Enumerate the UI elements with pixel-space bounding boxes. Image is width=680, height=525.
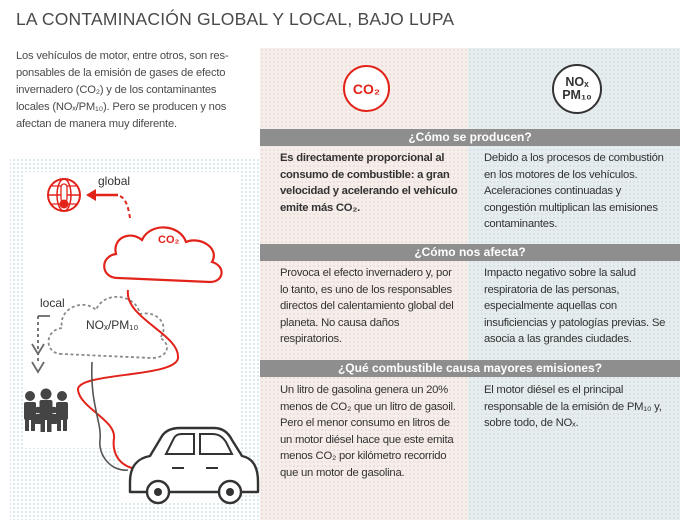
intro-line: Los vehículos de motor, entre otros, son res-: [16, 50, 229, 62]
nox-pm10-badge-icon: [552, 64, 602, 114]
intro-line: invernadero (CO₂) y de los contaminantes: [16, 84, 217, 96]
nox-cloud-label: NOₓ/PM₁₀: [86, 318, 139, 332]
question-bar-fuel: ¿Qué combustible causa mayores emisiones?: [260, 360, 680, 377]
illustration-graphic: [0, 158, 262, 520]
co2-effects-text: Provoca el efecto invernadero y, por lo tanto, es uno de los responsables directos del calentamiento global del planeta. No causa daños respiratorios.: [280, 267, 454, 346]
pollution-illustration: [0, 158, 262, 520]
co2-badge-icon: CO₂: [343, 65, 390, 112]
co2-cloud-label: CO₂: [158, 234, 180, 246]
local-label: local: [40, 296, 65, 310]
intro-text: [16, 48, 254, 133]
nox-badge-text: NOₓ: [565, 75, 589, 89]
intro-line: afectan de manera muy diferente.: [16, 118, 177, 130]
nox-effects-text: Impacto negativo sobre la salud respiratoria de las personas, especialmente aquellas con insuficiencias y patologías previas. Se asocia a las grandes ciudades.: [484, 267, 666, 346]
co2-fuel-text: Un litro de gasolina genera un 20% menos de CO₂ que un litro de gasoil. Pero el menor consumo en litros de un motor diésel hace que este emita menos CO₂ por kilómetro recorrido que un motor de gasolina.: [280, 384, 456, 479]
globe-thermometer-icon: [48, 179, 80, 211]
intro-line: ponsables de la emisión de gases de efecto: [16, 67, 226, 79]
co2-production-text: Es directamente proporcional al consumo de combustible: a gran velocidad y acelerando el vehículo emite más CO₂.: [280, 152, 458, 214]
nox-fuel-text: El motor diésel es el principal responsable de la emisión de PM₁₀ y, sobre todo, de NOₓ.: [484, 384, 662, 430]
nox-production-text: Debido a los procesos de combustión en los motores de los vehículos. Aceleraciones continuadas y congestión multiplican las emisiones contaminantes.: [484, 152, 664, 231]
page-title: LA CONTAMINACIÓN GLOBAL Y LOCAL, BAJO LUPA: [16, 9, 455, 29]
pm10-badge-text: PM₁₀: [562, 88, 592, 102]
question-bar-production: ¿Cómo se producen?: [260, 129, 680, 146]
intro-line: locales (NOₓ/PM₁₀). Pero se producen y nos: [16, 101, 227, 113]
global-label: global: [98, 174, 131, 188]
question-bar-effects: ¿Cómo nos afecta?: [260, 244, 680, 261]
